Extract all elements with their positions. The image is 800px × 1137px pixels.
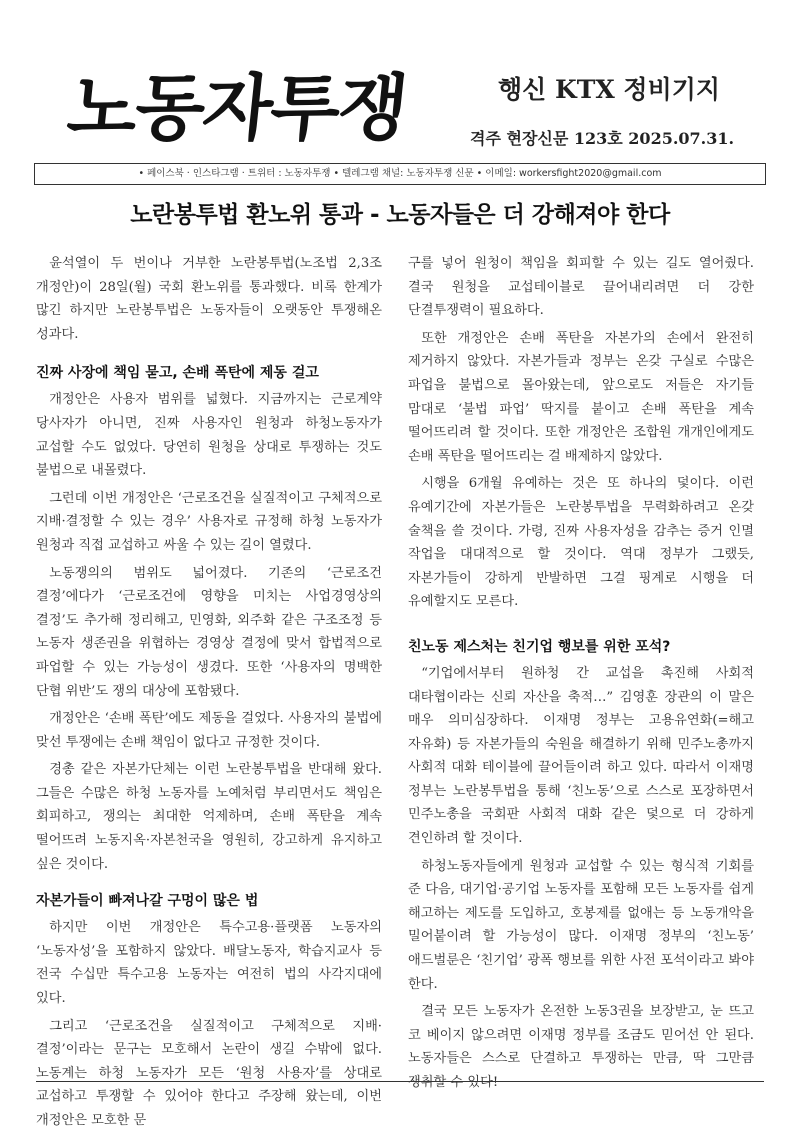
body-paragraph: 결국 모든 노동자가 온전한 노동3권을 보장받고, 눈 뜨고 코 베이지 않으려면 이재명 정부를 조금도 믿어선 안 된다. 노동자들은 스스로 단결하고 투쟁하는 만큼, 딱 그만큼 쟁취할 수 있다! xyxy=(408,1004,754,1090)
right-column xyxy=(408,252,754,1099)
body-paragraph: 경총 같은 자본가단체는 이런 노란봉투법을 반대해 왔다. 그들은 수많은 하청 노동자를 노예처럼 부리면서도 책임은 회피하고, 쟁의는 최대한 억제하며, 손배 폭탄을 계속 떨어뜨려 노동지옥·자본천국을 영원히, 강고하게 유지하고 싶은 것이다. xyxy=(36,762,382,872)
body-paragraph: “기업에서부터 원하청 간 교섭을 촉진해 사회적 대타협이라는 신뢰 자산을 축적…” 김영훈 장관의 이 말은 매우 의미심장하다. 이재명 정부는 고용유연화(=해고 자유화) 등 자본가들의 숙원을 해결하기 위해 민주노총까지 사회적 대화 테이블에 끌어들이려 하고 있다. 따라서 이재명 정부는 노란봉투법을 통해 ‘친노동’으로 스스로 포장하면서 민주노총을 국회판 사회적 대화 같은 덫으로 더 강하게 견인하려 할 것이다. xyxy=(408,665,754,847)
body-paragraph: 노동쟁의의 범위도 넓어졌다. 기존의 ‘근로조건 결정’에다가 ‘근로조건에 영향을 미치는 사업경영상의 결정’도 추가해 정리해고, 민영화, 외주화 같은 구조조정 등 노동자 생존권을 위협하는 경영상 결정에 맞서 합법적으로 파업할 수 있는 가능성이 생겼다. 또한 ‘사용자의 명백한 단협 위반’도 쟁의 대상에 포함됐다. xyxy=(36,565,382,699)
body-paragraph: 개정안은 ‘손배 폭탄’에도 제동을 걸었다. 사용자의 불법에 맞선 투쟁에는 손배 책임이 없다고 규정한 것이다. xyxy=(36,711,382,750)
intro-paragraph: 윤석열이 두 번이나 거부한 노란봉투법(노조법 2,3조 개정안)이 28일(월) 국회 환노위를 통과했다. 비록 한계가 많긴 하지만 노란봉투법은 노동자들이 오랫동안 투쟁해온 성과다. xyxy=(36,256,382,342)
body-paragraph: 개정안은 사용자 범위를 넓혔다. 지금까지는 근로계약 당사자가 아니면, 진짜 사용자인 원청과 하청노동자가 교섭할 수도 없었다. 당연히 원청을 상대로 투쟁하는 것도 불법으로 내몰렸다. xyxy=(36,392,382,479)
section-heading: 진짜 사장에 책임 묻고, 손배 폭탄에 제동 걸고 xyxy=(36,365,319,382)
issue-info: 격주 현장신문 123호 2025.07.31. xyxy=(470,129,735,148)
section-heading: 친노동 제스처는 친기업 행보를 위한 포석? xyxy=(408,638,671,655)
contact-bar: • 페이스북 · 인스타그램 · 트위터 : 노동자투쟁 • 텔레그램 채널: 노동자투쟁 신문 • 이메일: workersfight2020@gmail.com xyxy=(34,163,766,185)
body-paragraph: 하지만 이번 개정안은 특수고용·플랫폼 노동자의 ‘노동자성’을 포함하지 않았다. 배달노동자, 학습지교사 등 전국 수십만 특수고용 노동자는 여전히 법의 사각지대에 있다. xyxy=(36,920,382,1007)
body-paragraph: 그런데 이번 개정안은 ‘근로조건을 실질적이고 구체적으로 지배·결정할 수 있는 경우’ 사용자로 규정해 하청 노동자가 원청과 직접 교섭하고 싸울 수 있는 길이 열렸다. xyxy=(36,490,382,553)
body-paragraph: 그리고 ‘근로조건을 실질적이고 구체적으로 지배·결정’이라는 문구는 모호해서 논란이 생길 수밖에 없다. 노동계는 하청 노동자가 모든 ‘원청 사용자’를 상대로 교섭하고 투쟁할 수 있어야 한다고 주장해 왔는데, 이번 개정안은 모호한 문 xyxy=(36,1018,382,1128)
edition-name: 행신 KTX 정비기지 xyxy=(498,75,721,104)
newspaper-masthead: 노동자투쟁 xyxy=(63,66,411,150)
continued-paragraph: 구를 넣어 원청이 책임을 회피할 수 있는 길도 열어줬다. 결국 원청을 교섭테이블로 끌어내리려면 더 강한 단결투쟁력이 필요하다. xyxy=(408,256,754,319)
body-paragraph: 하청노동자들에게 원청과 교섭할 수 있는 형식적 기회를 준 다음, 대기업·공기업 노동자를 포함해 모든 노동자를 쉽게 해고하는 제도를 도입하고, 호봉제를 없애는 등 노동개악을 밀어붙이려 할 가능성이 많다. 이재명 정부의 ‘친노동’ 애드벌룬은 ‘친기업’ 광폭 행보를 위한 사전 포석이라고 봐야 한다. xyxy=(408,858,754,992)
body-paragraph: 또한 개정안은 손배 폭탄을 자본가의 손에서 완전히 제거하지 않았다. 자본가들과 정부는 온갖 구실로 수많은 파업을 불법으로 몰아왔는데, 앞으로도 저들은 자기들 맘대로 ‘불법 파업’ 딱지를 붙이고 손배 폭탄을 계속 떨어뜨리려 할 것이다. 또한 개정안은 조합원 개개인에게도 손배 폭탄을 떨어뜨리는 걸 배제하지 않았다. xyxy=(408,330,754,464)
body-paragraph: 시행을 6개월 유예하는 것은 또 하나의 덫이다. 이런 유예기간에 자본가들은 노란봉투법을 무력화하려고 온갖 술책을 쓸 것이다. 가령, 진짜 사용자성을 감추는 증거 인멸 작업을 대대적으로 할 것이다. 역대 정부가 그랬듯, 자본가들이 강하게 반발하면 그걸 핑계로 시행을 더 유예할지도 모른다. xyxy=(408,476,754,610)
bottom-divider xyxy=(36,1081,764,1082)
left-column xyxy=(36,252,382,1137)
headline: 노란봉투법 환노위 통과 - 노동자들은 더 강해져야 한다 xyxy=(130,202,670,228)
section-heading: 자본가들이 빠져나갈 구멍이 많은 법 xyxy=(36,893,259,910)
